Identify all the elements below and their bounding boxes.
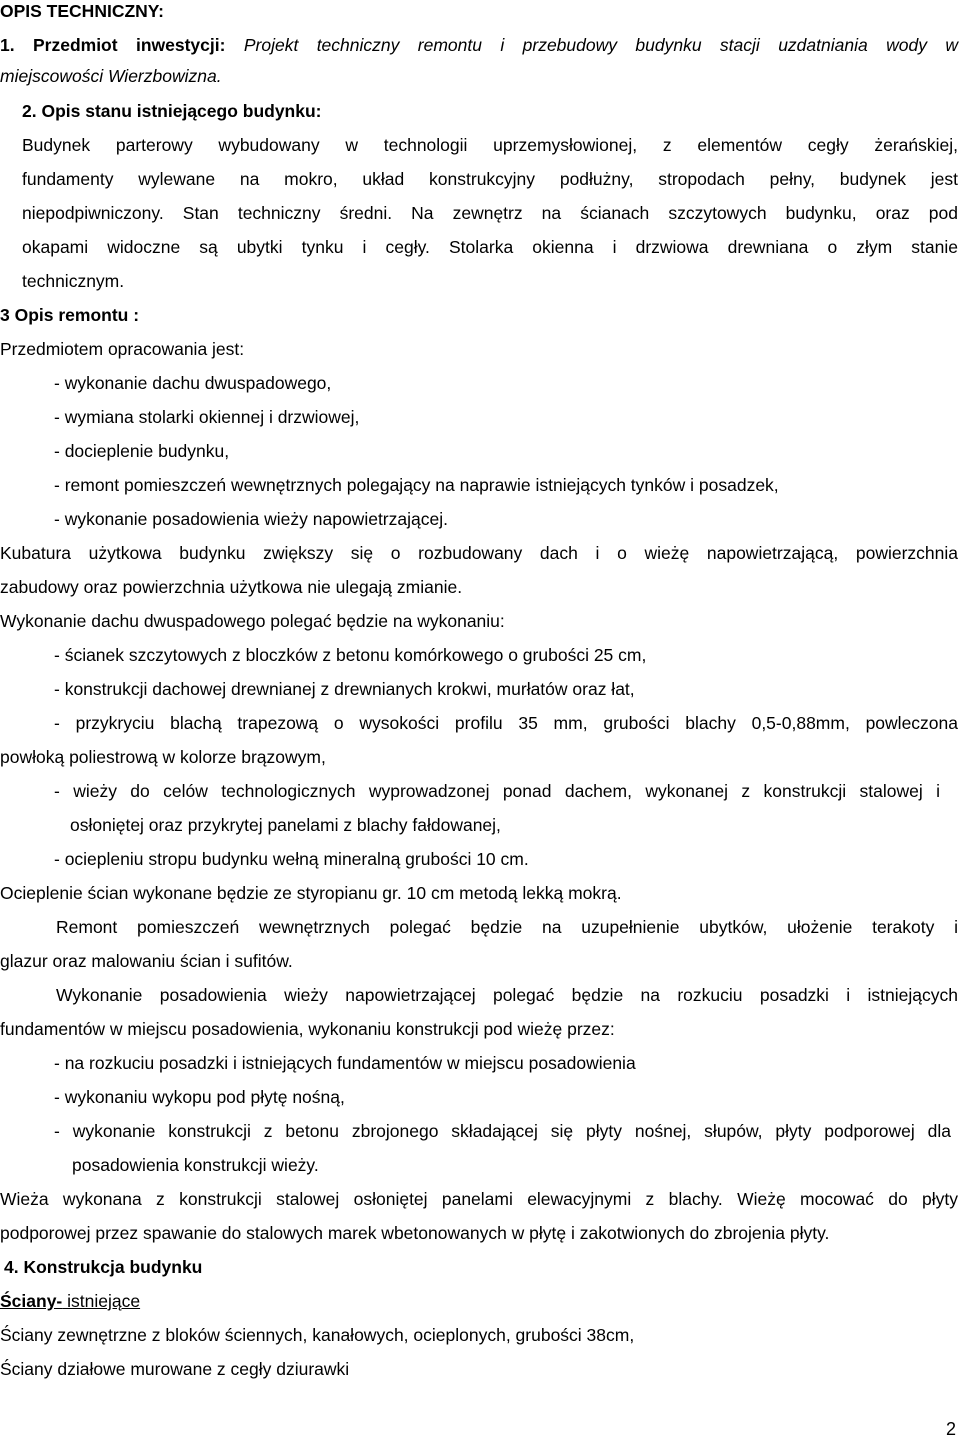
section-2-line: niepodpiwniczony. Stan techniczny średni. Na zewnętrz na ścianach szczytowych budynku, oraz pod	[22, 203, 958, 223]
list-item: - wykonanie konstrukcji z betonu zbrojonego składającej się płyty nośnej, słupów, płyty podporowej dla	[54, 1121, 951, 1141]
section-2-line: Budynek parterowy wybudowany w technologii uprzemysłowionej, z elementów cegły żerańskiej,	[22, 135, 958, 155]
list-item: - docieplenie budynku,	[54, 441, 230, 461]
ocieplenie-text: Ocieplenie ścian wykonane będzie ze styropianu gr. 10 cm metodą lekką mokrą.	[0, 883, 622, 903]
remont-line: Remont pomieszczeń wewnętrznych polegać będzie na uzupełnienie ubytków, ułożenie terakoty i	[56, 917, 958, 937]
section-2-heading: 2. Opis stanu istniejącego budynku:	[22, 101, 322, 121]
list-item-continuation: powłoką poliestrową w kolorze brązowym,	[0, 747, 326, 767]
walls-heading	[0, 1290, 958, 1312]
kubatura-line: Kubatura użytkowa budynku zwiększy się o rozbudowany dach i o wieżę napowietrzającą, powierzchnia	[0, 543, 958, 563]
walls-label: Ściany-	[0, 1291, 63, 1311]
list-item: - ścianek szczytowych z bloczków z betonu komórkowego o grubości 25 cm,	[54, 645, 647, 665]
section-2-line: fundamenty wylewane na mokro, układ konstrukcyjny podłużny, stropodach pełny, budynek jest	[22, 169, 958, 189]
walls-line: Ściany zewnętrzne z bloków ściennych, kanałowych, ocieplonych, grubości 38cm,	[0, 1325, 635, 1345]
section-3-heading: 3 Opis remontu :	[0, 305, 140, 325]
section-3-intro: Przedmiotem opracowania jest:	[0, 339, 245, 359]
document-title: OPIS TECHNICZNY:	[0, 1, 164, 21]
kubatura-line: zabudowy oraz powierzchnia użytkowa nie ulegają zmianie.	[0, 577, 463, 597]
section-2-line: technicznym.	[22, 271, 125, 291]
section-1-line-2: miejscowości Wierzbowizna.	[0, 66, 222, 86]
section-2-line: okapami widoczne są ubytki tynku i cegły. Stolarka okienna i drzwiowa drewniana o złym stanie	[22, 237, 958, 257]
wieza-intro-line: Wykonanie posadowienia wieży napowietrzającej polegać będzie na rozkuciu posadzki i istniejących	[56, 985, 958, 1005]
list-item: - wykonaniu wykopu pod płytę nośną,	[54, 1087, 345, 1107]
list-item: - remont pomieszczeń wewnętrznych polegający na naprawie istniejących tynków i posadzek,	[54, 475, 779, 495]
wieza-desc-line: podporowej przez spawanie do stalowych marek wbetonowanych w płytę i zakotwionych do zbrojenia płyty.	[0, 1223, 830, 1243]
list-item-continuation: osłoniętej oraz przykrytej panelami z blachy fałdowanej,	[70, 815, 501, 835]
list-item: - wymiana stolarki okiennej i drzwiowej,	[54, 407, 360, 427]
section-4-heading: 4. Konstrukcja budynku	[4, 1257, 203, 1277]
section-1-value: Projekt techniczny remontu i przebudowy budynku stacji uzdatniania wody w	[243, 35, 958, 55]
dach-intro: Wykonanie dachu dwuspadowego polegać będzie na wykonaniu:	[0, 611, 505, 631]
list-item: - konstrukcji dachowej drewnianej z drewnianych krokwi, murłatów oraz łat,	[54, 679, 635, 699]
list-item: - wykonanie dachu dwuspadowego,	[54, 373, 332, 393]
wieza-intro-line: fundamentów w miejscu posadowienia, wykonaniu konstrukcji pod wieżę przez:	[0, 1019, 615, 1039]
list-item: - na rozkuciu posadzki i istniejących fundamentów w miejscu posadowienia	[54, 1053, 636, 1073]
page-number: 2	[945, 1419, 956, 1439]
list-item: - przykryciu blachą trapezową o wysokości profilu 35 mm, grubości blachy 0,5-0,88mm, powleczona	[54, 713, 958, 733]
remont-line: glazur oraz malowaniu ścian i sufitów.	[0, 951, 293, 971]
list-item-continuation: posadowienia konstrukcji wieży.	[72, 1155, 319, 1175]
list-item: - wykonanie posadowienia wieży napowietrzającej.	[54, 509, 448, 529]
list-item: - wieży do celów technologicznych wyprowadzonej ponad dachem, wykonanej z konstrukcji stalowej i	[54, 781, 940, 801]
wieza-desc-line: Wieża wykonana z konstrukcji stalowej osłoniętej panelami elewacyjnymi z blachy. Wieżę mocować do płyty	[0, 1189, 958, 1209]
list-item: - ociepleniu stropu budynku wełną mineralną grubości 10 cm.	[54, 849, 529, 869]
section-1-line-1	[0, 34, 958, 56]
section-1-label: 1. Przedmiot inwestycji:	[0, 35, 226, 55]
walls-line: Ściany działowe murowane z cegły dziurawki	[0, 1359, 350, 1379]
walls-value: istniejące	[62, 1291, 141, 1311]
